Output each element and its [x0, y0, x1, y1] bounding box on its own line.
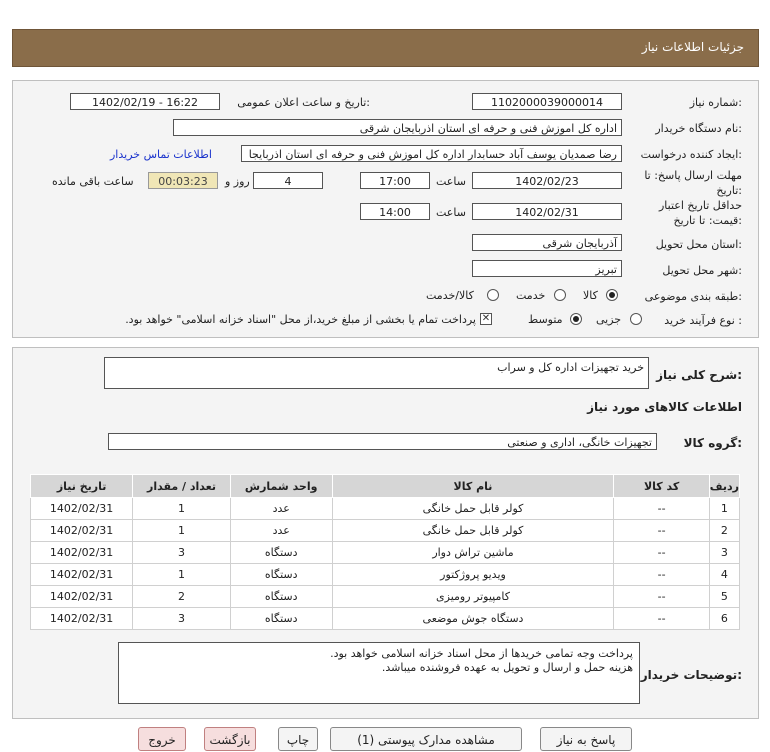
- requester-field: رضا صمدیان یوسف آباد حسابدار اداره کل اموزش فنی و حرفه ای استان اذربایجا: [241, 145, 622, 162]
- cell-code: --: [614, 608, 709, 630]
- goods-group-label: گروه کالا:: [683, 436, 742, 450]
- buyer-org-field: اداره کل اموزش فنی و حرفه ای استان اذربایجان شرقی: [173, 119, 622, 136]
- goods-info-title: اطلاعات کالاهای مورد نیاز: [587, 400, 742, 414]
- col-code: کد کالا: [614, 475, 709, 498]
- reply-button[interactable]: پاسخ به نیاز: [540, 727, 632, 751]
- cell-name: کامپیوتر رومیزی: [332, 586, 614, 608]
- cell-name: کولر قابل حمل خانگی: [332, 498, 614, 520]
- goods-group-field: تجهیزات خانگی، اداری و صنعتی: [108, 433, 657, 450]
- table-row[interactable]: [31, 498, 740, 520]
- cell-name: ویدیو پروژکتور: [332, 564, 614, 586]
- payment-note: پرداخت تمام یا بخشی از مبلغ خرید،از محل "اسناد خزانه اسلامی" خواهد بود.: [125, 313, 476, 326]
- buyer-notes-line-2: هزینه حمل و ارسال و تحویل به عهده فروشنده میباشد.: [381, 661, 633, 674]
- cell-name: کولر قابل حمل خانگی: [332, 520, 614, 542]
- cell-row: 1: [709, 498, 739, 520]
- price-validity-label: حداقل تاریخ اعتبار قیمت: تا تاریخ:: [658, 199, 742, 227]
- reply-time-field: 17:00: [360, 172, 430, 189]
- treasury-payment-checkbox[interactable]: ✕: [481, 313, 491, 324]
- cell-date: 1402/02/31: [31, 542, 133, 564]
- province-field: آذربایجان شرقی: [472, 234, 622, 251]
- city-field: تبریز: [472, 260, 622, 277]
- process-medium-label: متوسط: [528, 313, 563, 326]
- print-button[interactable]: چاپ: [278, 727, 318, 751]
- city-label: شهر محل تحویل:: [662, 264, 742, 277]
- cell-unit: دستگاه: [230, 586, 332, 608]
- category-both-radio[interactable]: [487, 289, 499, 301]
- page-title: جزئیات اطلاعات نیاز: [641, 40, 744, 54]
- validity-date-field: 1402/02/31: [472, 203, 622, 220]
- need-description-label: شرح کلی نیاز:: [656, 368, 742, 382]
- view-attachments-button[interactable]: مشاهده مدارک پیوستی (1): [330, 727, 522, 751]
- buyer-notes-field: [118, 642, 640, 704]
- process-medium-radio[interactable]: [570, 313, 582, 325]
- validity-time-field: 14:00: [360, 203, 430, 220]
- category-goods-label: کالا: [583, 289, 598, 302]
- cell-date: 1402/02/31: [31, 498, 133, 520]
- category-label: طبقه بندی موضوعی:: [644, 290, 742, 303]
- cell-qty: 3: [133, 608, 231, 630]
- buyer-org-label: نام دستگاه خریدار:: [655, 122, 742, 135]
- cell-name: ماشین تراش دوار: [332, 542, 614, 564]
- requester-label: ایجاد کننده درخواست:: [640, 148, 742, 161]
- cell-date: 1402/02/31: [31, 608, 133, 630]
- table-header-row: [31, 475, 740, 498]
- cell-qty: 1: [133, 564, 231, 586]
- days-field: 4: [253, 172, 323, 189]
- cell-code: --: [614, 564, 709, 586]
- contact-info-link[interactable]: اطلاعات تماس خریدار: [110, 148, 212, 161]
- province-label: استان محل تحویل:: [655, 238, 742, 251]
- table-row[interactable]: [31, 564, 740, 586]
- table-row[interactable]: [31, 608, 740, 630]
- cell-qty: 1: [133, 498, 231, 520]
- col-unit: واحد شمارش: [230, 475, 332, 498]
- exit-button[interactable]: خروج: [138, 727, 186, 751]
- cell-unit: دستگاه: [230, 564, 332, 586]
- days-label: روز و: [225, 175, 250, 188]
- buyer-notes-label: توضیحات خریدار:: [640, 668, 742, 682]
- cell-date: 1402/02/31: [31, 520, 133, 542]
- col-date: تاریخ نیاز: [31, 475, 133, 498]
- page-header: [12, 29, 759, 67]
- cell-date: 1402/02/31: [31, 564, 133, 586]
- remaining-timer: 00:03:23: [148, 172, 218, 189]
- cell-code: --: [614, 498, 709, 520]
- reply-deadline-label: مهلت ارسال پاسخ: تا تاریخ:: [644, 169, 742, 197]
- col-row: ردیف: [709, 475, 739, 498]
- back-button[interactable]: بازگشت: [204, 727, 256, 751]
- cell-code: --: [614, 520, 709, 542]
- cell-row: 6: [709, 608, 739, 630]
- cell-row: 4: [709, 564, 739, 586]
- category-service-label: خدمت: [516, 289, 546, 302]
- need-description-field: خرید تجهیزات اداره کل و سراب: [104, 357, 649, 389]
- table-row[interactable]: [31, 520, 740, 542]
- reply-time-label: ساعت: [436, 175, 466, 188]
- announce-field: 1402/02/19 - 16:22: [70, 93, 220, 110]
- items-table: [30, 474, 740, 630]
- announce-label: تاریخ و ساعت اعلان عمومی:: [237, 96, 370, 109]
- table-row[interactable]: [31, 586, 740, 608]
- need-number-field: 1102000039000014: [472, 93, 622, 110]
- cell-unit: عدد: [230, 498, 332, 520]
- cell-row: 2: [709, 520, 739, 542]
- remaining-label: ساعت باقی مانده: [52, 175, 134, 188]
- category-goods-radio[interactable]: [606, 289, 618, 301]
- cell-code: --: [614, 542, 709, 564]
- cell-row: 3: [709, 542, 739, 564]
- cell-unit: دستگاه: [230, 542, 332, 564]
- table-row[interactable]: [31, 542, 740, 564]
- process-minor-label: جزیی: [596, 313, 622, 326]
- cell-unit: عدد: [230, 520, 332, 542]
- col-name: نام کالا: [332, 475, 614, 498]
- validity-time-label: ساعت: [436, 206, 466, 219]
- cell-name: دستگاه جوش موضعی: [332, 608, 614, 630]
- category-service-radio[interactable]: [554, 289, 566, 301]
- cell-date: 1402/02/31: [31, 586, 133, 608]
- cell-unit: دستگاه: [230, 608, 332, 630]
- process-label: نوع فرآیند خرید :: [664, 314, 742, 327]
- category-both-label: کالا/خدمت: [426, 289, 474, 302]
- cell-qty: 3: [133, 542, 231, 564]
- cell-qty: 2: [133, 586, 231, 608]
- col-qty: تعداد / مقدار: [133, 475, 231, 498]
- cell-row: 5: [709, 586, 739, 608]
- cell-code: --: [614, 586, 709, 608]
- need-number-label: شماره نیاز:: [689, 96, 742, 109]
- reply-date-field: 1402/02/23: [472, 172, 622, 189]
- process-minor-radio[interactable]: [630, 313, 642, 325]
- buyer-notes-line-1: پرداخت وجه تمامی خریدها از محل اسناد خزانه اسلامی خواهد بود.: [330, 647, 633, 660]
- cell-qty: 1: [133, 520, 231, 542]
